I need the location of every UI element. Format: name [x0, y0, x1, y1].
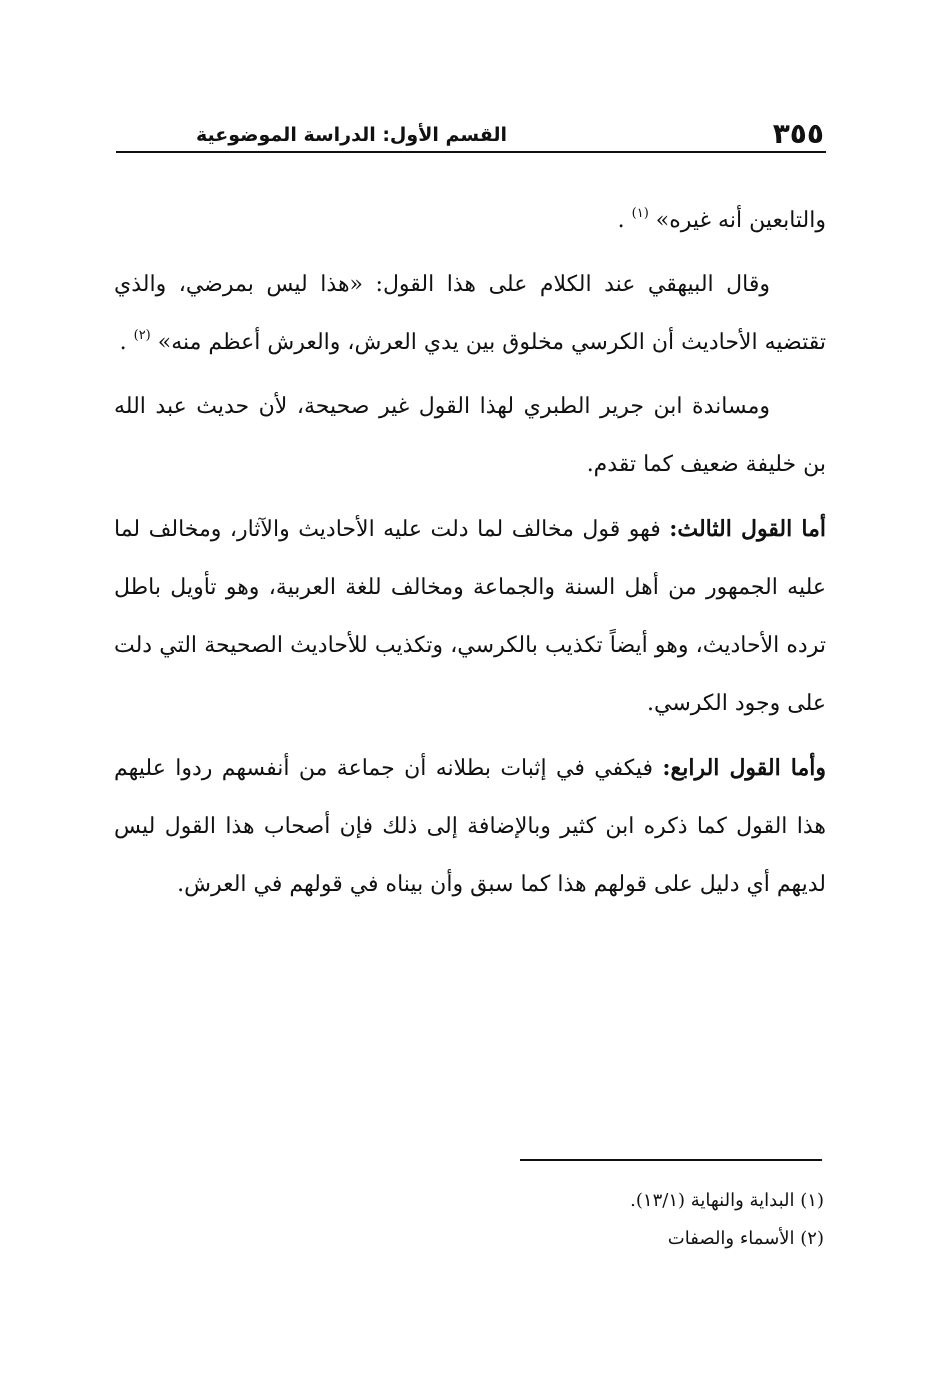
- footnote-ref-2: (٢): [133, 327, 151, 343]
- paragraph-4: [114, 500, 826, 733]
- paragraph-4-text: فهو قول مخالف لما دلت عليه الأحاديث والآثار، ومخالف لما عليه الجمهور من أهل السنة والجماعة ومخالف للغة العربية، وهو تأويل باطل ترده الأحاديث، وهو أيضاً تكذيب بالكرسي، وتكذيب للأحاديث الصحيحة التي دلت على وجود الكرسي.: [114, 517, 826, 716]
- main-text: [114, 192, 826, 914]
- footnote-2: (٢) الأسماء والصفات: [667, 1228, 824, 1249]
- paragraph-2: [114, 256, 826, 372]
- running-title: القسم الأول: الدراسة الموضوعية: [196, 124, 508, 146]
- paragraph-2-text: وقال البيهقي عند الكلام على هذا القول: «هذا ليس بمرضي، والذي تقتضيه الأحاديث أن الكرسي مخلوق بين يدي العرش، والعرش أعظم منه»: [114, 272, 826, 355]
- footnote-ref-1: (١): [631, 205, 649, 221]
- footnote-1: (١) البداية والنهاية (١٣/١).: [630, 1190, 824, 1211]
- paragraph-1: [114, 192, 826, 250]
- paragraph-5-heading: وأما القول الرابع:: [662, 755, 827, 781]
- footnotes: [420, 1182, 824, 1258]
- paragraph-3-text: ومساندة ابن جرير الطبري لهذا القول غير صحيحة، لأن حديث عبد الله بن خليفة ضعيف كما تقدم.: [114, 394, 826, 477]
- paragraph-3: [114, 378, 826, 494]
- footnote-rule: [520, 1159, 822, 1161]
- page-number: ٣٥٥: [772, 117, 824, 150]
- paragraph-4-heading: أما القول الثالث:: [669, 516, 826, 542]
- paragraph-2-tail: .: [119, 330, 127, 355]
- page-header: [118, 108, 824, 150]
- header-rule: [116, 151, 826, 153]
- paragraph-1-text: والتابعين أنه غيره»: [655, 208, 826, 233]
- paragraph-1-tail: .: [617, 208, 625, 233]
- paragraph-5: [114, 739, 826, 914]
- paragraph-5-text: فيكفي في إثبات بطلانه أن جماعة من أنفسهم ردوا عليهم هذا القول كما ذكره ابن كثير وبالإضافة إلى ذلك فإن أصحاب هذا القول ليس لديهم أي دليل على قولهم هذا كما سبق وأن بيناه في قولهم في العرش.: [114, 756, 826, 897]
